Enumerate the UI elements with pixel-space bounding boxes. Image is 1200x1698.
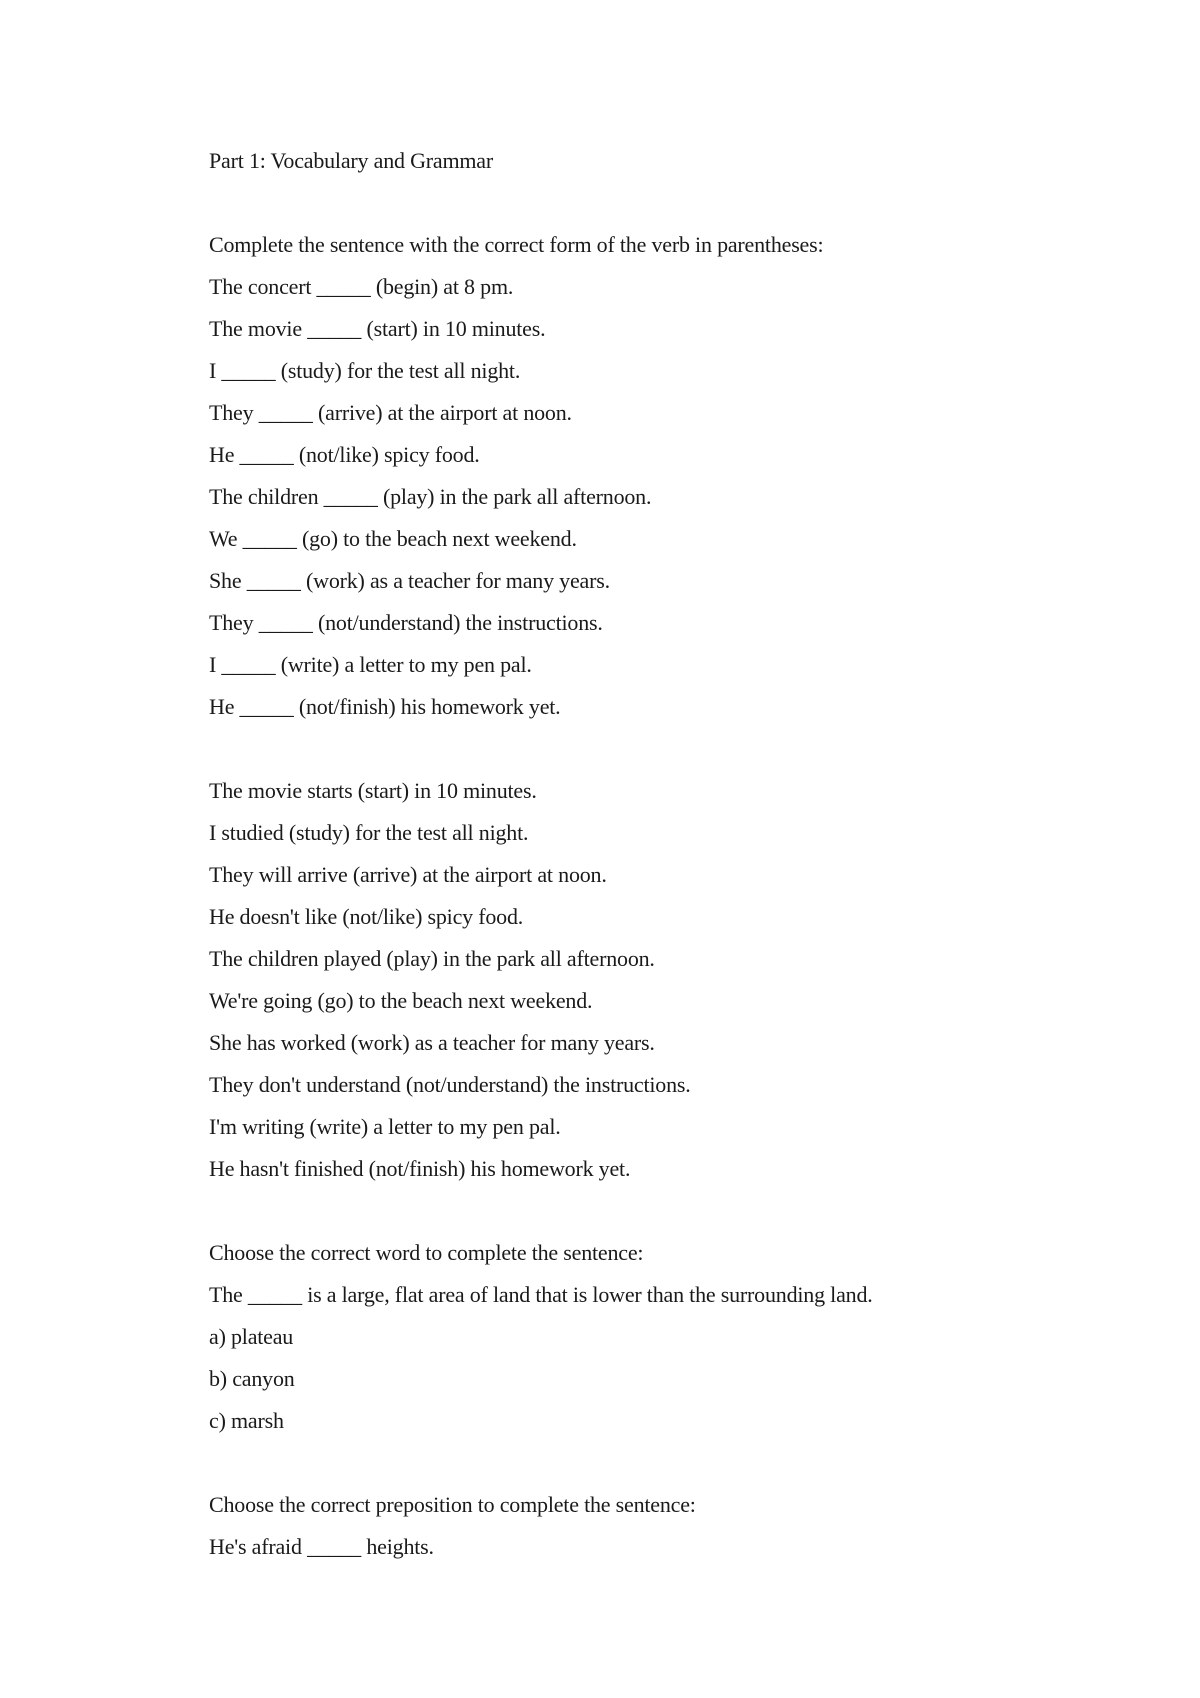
exercise-item: They _____ (arrive) at the airport at noon. (209, 400, 572, 425)
answer-option: b) canyon (209, 1366, 295, 1391)
spacer (209, 728, 1109, 770)
answer-option: c) marsh (209, 1408, 284, 1433)
answer-item: He doesn't like (not/like) spicy food. (209, 904, 524, 929)
exercise-item: I _____ (study) for the test all night. (209, 358, 521, 383)
answer-item: He hasn't finished (not/finish) his homework yet. (209, 1156, 631, 1181)
preposition-section (209, 1484, 1109, 1568)
spacer (209, 182, 1109, 224)
page-heading: Part 1: Vocabulary and Grammar (209, 148, 493, 173)
answer-item: They will arrive (arrive) at the airport at noon. (209, 862, 607, 887)
word-choice-instruction: Choose the correct word to complete the sentence: (209, 1240, 644, 1265)
answer-item: I studied (study) for the test all night. (209, 820, 529, 845)
exercise-item: He _____ (not/finish) his homework yet. (209, 694, 561, 719)
spacer (209, 1442, 1109, 1484)
answer-item: The movie starts (start) in 10 minutes. (209, 778, 537, 803)
answer-item: We're going (go) to the beach next weekend. (209, 988, 593, 1013)
verb-exercise-instruction: Complete the sentence with the correct form of the verb in parentheses: (209, 232, 824, 257)
exercise-item: We _____ (go) to the beach next weekend. (209, 526, 577, 551)
exercise-item: The movie _____ (start) in 10 minutes. (209, 316, 546, 341)
word-choice-section (209, 1232, 1109, 1442)
document-page (209, 140, 1109, 1568)
answers-section (209, 770, 1109, 1190)
preposition-instruction: Choose the correct preposition to complete the sentence: (209, 1492, 696, 1517)
exercise-item: The concert _____ (begin) at 8 pm. (209, 274, 514, 299)
answer-item: The children played (play) in the park all afternoon. (209, 946, 655, 971)
exercise-item: She _____ (work) as a teacher for many years. (209, 568, 610, 593)
spacer (209, 1190, 1109, 1232)
exercise-item: I _____ (write) a letter to my pen pal. (209, 652, 532, 677)
preposition-question: He's afraid _____ heights. (209, 1534, 434, 1559)
answer-option: a) plateau (209, 1324, 294, 1349)
exercise-item: He _____ (not/like) spicy food. (209, 442, 480, 467)
word-choice-question: The _____ is a large, flat area of land that is lower than the surrounding land. (209, 1282, 873, 1307)
exercise-item: They _____ (not/understand) the instructions. (209, 610, 603, 635)
exercise-item: The children _____ (play) in the park all afternoon. (209, 484, 652, 509)
answer-item: She has worked (work) as a teacher for many years. (209, 1030, 655, 1055)
answer-item: They don't understand (not/understand) the instructions. (209, 1072, 691, 1097)
verb-exercise-section (209, 224, 1109, 728)
answer-item: I'm writing (write) a letter to my pen pal. (209, 1114, 561, 1139)
